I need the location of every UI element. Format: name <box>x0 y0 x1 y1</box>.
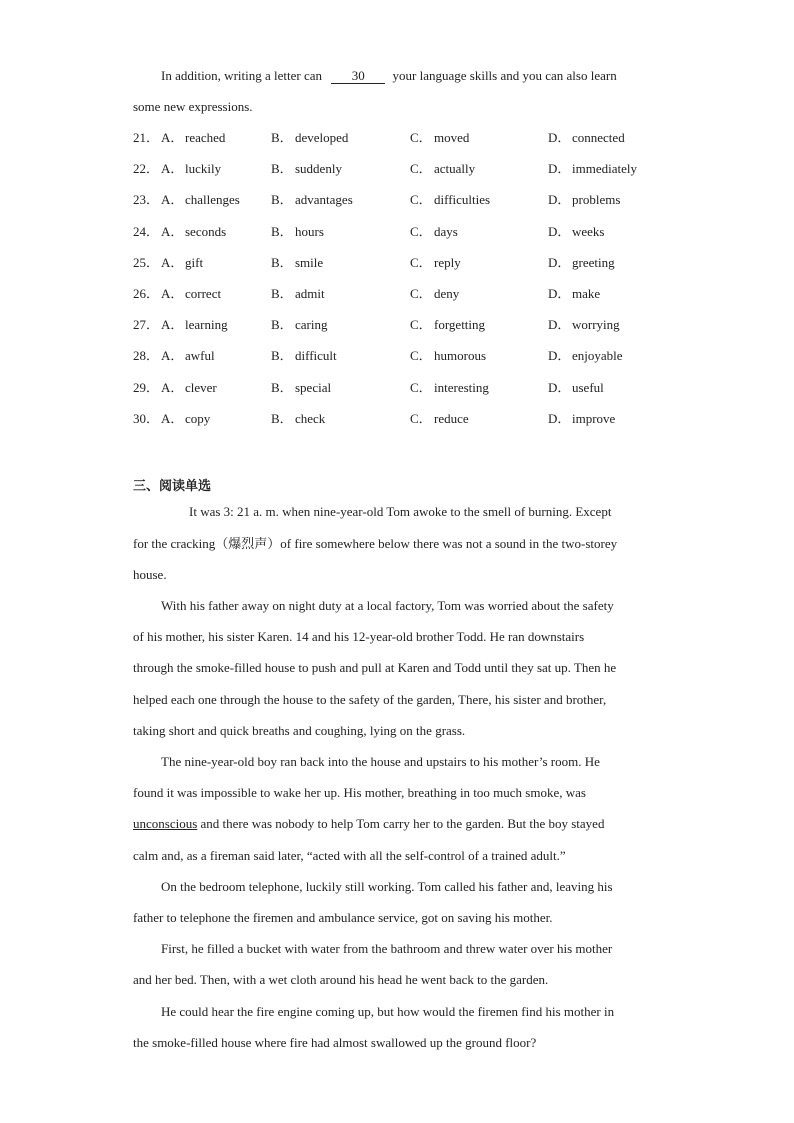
option-c[interactable] <box>410 191 490 209</box>
option-b[interactable] <box>271 160 342 178</box>
option-letter: D． <box>548 380 571 395</box>
option-b[interactable] <box>271 316 327 334</box>
passage-line: taking short and quick breaths and coughing, lying on the grass. <box>133 723 466 738</box>
option-letter: D． <box>548 161 571 176</box>
option-letter: B． <box>271 380 293 395</box>
passage-line: through the smoke-filled house to push and pull at Karen and Todd until they sat up. Then he <box>133 660 617 675</box>
option-text: luckily <box>185 161 222 176</box>
option-text: forgetting <box>434 317 486 332</box>
option-a[interactable] <box>161 285 221 303</box>
question-row <box>133 191 673 209</box>
passage-line: and her bed. Then, with a wet cloth around his head he went back to the garden. <box>133 972 549 987</box>
option-letter: A． <box>161 380 184 395</box>
option-letter: B． <box>271 255 293 270</box>
option-b[interactable] <box>271 347 337 365</box>
option-text: humorous <box>434 348 486 363</box>
option-d[interactable] <box>548 223 605 241</box>
option-d[interactable] <box>548 379 604 397</box>
option-letter: B． <box>271 192 293 207</box>
option-letter: A． <box>161 348 184 363</box>
option-letter: D． <box>548 224 571 239</box>
option-letter: A． <box>161 411 184 426</box>
question-number: 23． <box>133 192 160 207</box>
option-letter: B． <box>271 286 293 301</box>
option-b[interactable] <box>271 129 348 147</box>
option-text: awful <box>185 348 215 363</box>
question-row <box>133 160 673 178</box>
option-letter: D． <box>548 317 571 332</box>
option-text: developed <box>295 130 349 145</box>
passage-line: It was 3: 21 a. m. when nine-year-old Tom awoke to the smell of burning. Except <box>189 504 612 519</box>
question-number: 22． <box>133 161 160 176</box>
option-text: enjoyable <box>572 348 623 363</box>
option-d[interactable] <box>548 191 620 209</box>
option-letter: A． <box>161 192 184 207</box>
option-letter: D． <box>548 411 571 426</box>
question-row <box>133 316 673 334</box>
option-c[interactable] <box>410 379 489 397</box>
option-letter: B． <box>271 224 293 239</box>
passage-line: the smoke-filled house where fire had almost swallowed up the ground floor? <box>133 1035 537 1050</box>
passage-line: calm and, as a fireman said later, “acted with all the self-control of a trained adult.” <box>133 848 566 863</box>
question-row <box>133 223 673 241</box>
option-text: deny <box>434 286 460 301</box>
option-letter: B． <box>271 317 293 332</box>
passage-line: helped each one through the house to the safety of the garden, There, his sister and brother, <box>133 692 607 707</box>
question-number: 26． <box>133 286 160 301</box>
option-b[interactable] <box>271 254 323 272</box>
passage-line: of his mother, his sister Karen. 14 and his 12-year-old brother Todd. He ran downstairs <box>133 629 585 644</box>
option-letter: D． <box>548 255 571 270</box>
option-d[interactable] <box>548 129 625 147</box>
option-letter: B． <box>271 411 293 426</box>
cloze-intro-line-2: some new expressions. <box>133 99 253 114</box>
option-letter: C． <box>410 224 432 239</box>
option-letter: A． <box>161 286 184 301</box>
question-row <box>133 379 673 397</box>
section-heading: 三、阅读单选 <box>133 479 212 494</box>
passage-line: He could hear the fire engine coming up, but how would the firemen find his mother in <box>161 1004 615 1019</box>
option-letter: D． <box>548 130 571 145</box>
option-letter: C． <box>410 192 432 207</box>
option-b[interactable] <box>271 410 325 428</box>
option-letter: C． <box>410 348 432 363</box>
option-b[interactable] <box>271 191 353 209</box>
passage-line <box>133 815 663 833</box>
option-letter: A． <box>161 130 184 145</box>
option-text: special <box>295 380 332 395</box>
cloze-text-before-blank: In addition, writing a letter can <box>161 68 323 83</box>
option-c[interactable] <box>410 160 475 178</box>
question-number: 30． <box>133 411 160 426</box>
option-d[interactable] <box>548 254 615 272</box>
cloze-blank-30: 30 <box>331 69 385 84</box>
option-text: improve <box>572 411 616 426</box>
question-row <box>133 254 673 272</box>
option-b[interactable] <box>271 379 331 397</box>
option-text: actually <box>434 161 476 176</box>
option-c[interactable] <box>410 316 485 334</box>
option-text: reduce <box>434 411 469 426</box>
option-text: caring <box>295 317 328 332</box>
option-text: difficulties <box>434 192 491 207</box>
question-number: 29． <box>133 380 160 395</box>
option-text: worrying <box>572 317 620 332</box>
question-number: 28． <box>133 348 160 363</box>
option-a[interactable] <box>161 379 217 397</box>
option-text: days <box>434 224 458 239</box>
passage-line: The nine-year-old boy ran back into the house and upstairs to his mother’s room. He <box>161 754 600 769</box>
option-text: gift <box>185 255 204 270</box>
option-b[interactable] <box>271 285 325 303</box>
question-number: 25． <box>133 255 160 270</box>
option-letter: A． <box>161 224 184 239</box>
question-number: 27． <box>133 317 160 332</box>
option-text: problems <box>572 192 621 207</box>
option-c[interactable] <box>410 347 486 365</box>
option-c[interactable] <box>410 410 469 428</box>
question-row <box>133 410 673 428</box>
option-letter: D． <box>548 192 571 207</box>
option-text: seconds <box>185 224 227 239</box>
passage-line: for the cracking（爆烈声）of fire somewhere below there was not a sound in the two-storey <box>133 536 618 551</box>
option-text: connected <box>572 130 625 145</box>
option-c[interactable] <box>410 254 461 272</box>
option-d[interactable] <box>548 285 600 303</box>
option-d[interactable] <box>548 160 637 178</box>
option-text: make <box>572 286 601 301</box>
passage-line: father to telephone the firemen and ambulance service, got on saving his mother. <box>133 910 553 925</box>
option-a[interactable] <box>161 410 210 428</box>
option-letter: D． <box>548 348 571 363</box>
option-text: interesting <box>434 380 489 395</box>
option-a[interactable] <box>161 191 240 209</box>
option-text: greeting <box>572 255 615 270</box>
option-c[interactable] <box>410 285 459 303</box>
option-text: difficult <box>295 348 337 363</box>
option-d[interactable] <box>548 316 620 334</box>
option-text: admit <box>295 286 325 301</box>
option-text: hours <box>295 224 324 239</box>
option-text: smile <box>295 255 324 270</box>
option-letter: A． <box>161 317 184 332</box>
question-row <box>133 129 673 147</box>
option-a[interactable] <box>161 254 203 272</box>
passage-line: On the bedroom telephone, luckily still working. Tom called his father and, leaving his <box>161 879 613 894</box>
option-text: clever <box>185 380 217 395</box>
option-a[interactable] <box>161 316 228 334</box>
option-letter: C． <box>410 130 432 145</box>
question-number: 24． <box>133 224 160 239</box>
option-letter: A． <box>161 255 184 270</box>
option-letter: B． <box>271 130 293 145</box>
option-a[interactable] <box>161 160 221 178</box>
option-text: weeks <box>572 224 605 239</box>
option-b[interactable] <box>271 223 324 241</box>
question-row <box>133 347 673 365</box>
option-c[interactable] <box>410 223 458 241</box>
option-letter: A． <box>161 161 184 176</box>
option-text: immediately <box>572 161 637 176</box>
option-letter: B． <box>271 348 293 363</box>
passage-line: house. <box>133 567 167 582</box>
passage-line: With his father away on night duty at a local factory, Tom was worried about the safety <box>161 598 614 613</box>
option-letter: C． <box>410 286 432 301</box>
passage-line-rest: and there was nobody to help Tom carry her to the garden. But the boy stayed <box>197 816 605 831</box>
option-letter: D． <box>548 286 571 301</box>
question-row <box>133 285 673 303</box>
option-d[interactable] <box>548 347 623 365</box>
question-number: 21． <box>133 130 160 145</box>
option-text: advantages <box>295 192 353 207</box>
cloze-intro-line-1 <box>161 67 691 85</box>
passage-line: found it was impossible to wake her up. His mother, breathing in too much smoke, was <box>133 785 586 800</box>
option-text: copy <box>185 411 211 426</box>
option-text: learning <box>185 317 228 332</box>
option-letter: C． <box>410 411 432 426</box>
option-text: reply <box>434 255 461 270</box>
option-letter: C． <box>410 255 432 270</box>
option-a[interactable] <box>161 347 215 365</box>
option-letter: C． <box>410 380 432 395</box>
option-text: moved <box>434 130 470 145</box>
option-text: reached <box>185 130 226 145</box>
option-letter: B． <box>271 161 293 176</box>
passage-line: First, he filled a bucket with water from the bathroom and threw water over his mother <box>161 941 613 956</box>
option-d[interactable] <box>548 410 615 428</box>
option-a[interactable] <box>161 129 225 147</box>
option-a[interactable] <box>161 223 226 241</box>
option-letter: C． <box>410 161 432 176</box>
option-text: check <box>295 411 326 426</box>
underlined-word: unconscious <box>133 816 198 831</box>
option-text: challenges <box>185 192 240 207</box>
option-text: correct <box>185 286 222 301</box>
option-text: useful <box>572 380 604 395</box>
option-text: suddenly <box>295 161 342 176</box>
option-c[interactable] <box>410 129 469 147</box>
option-letter: C． <box>410 317 432 332</box>
cloze-text-after-blank: your language skills and you can also learn <box>392 68 617 83</box>
